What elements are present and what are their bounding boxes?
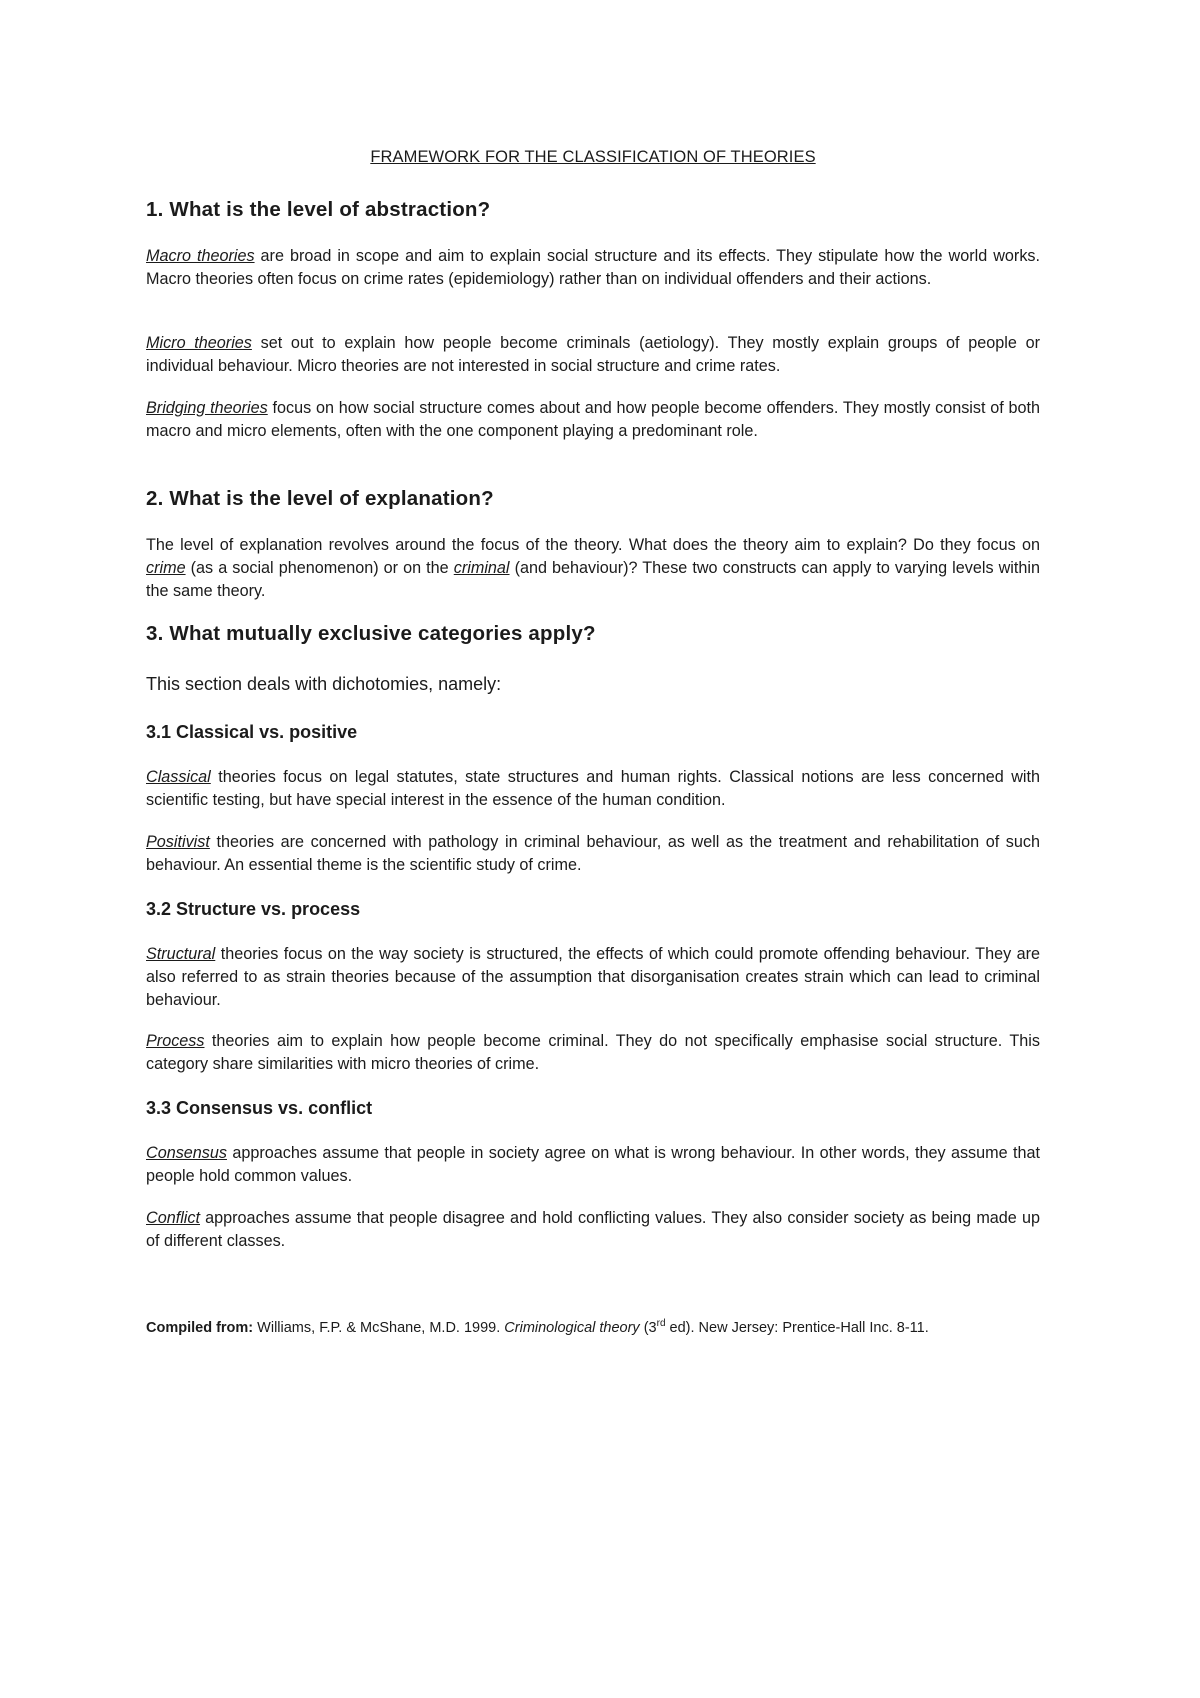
source-publisher: ed). New Jersey: Prentice-Hall Inc. 8-11. [665, 1320, 929, 1336]
process-paragraph [146, 1030, 1040, 1076]
subsection-3-3-heading: 3.3 Consensus vs. conflict [146, 1098, 373, 1118]
classical-paragraph [146, 766, 1040, 812]
conflict-text: approaches assume that people disagree and hold conflicting values. They also consider society as being made up of different classes. [146, 1209, 1040, 1250]
crime-term: crime [146, 559, 186, 577]
bridging-theories-term: Bridging theories [146, 399, 268, 417]
micro-theories-text: set out to explain how people become criminals (aetiology). They mostly explain groups of people or individual behaviour. Micro theories are not interested in social structure and crime rates. [146, 334, 1040, 375]
positivist-term: Positivist [146, 833, 210, 851]
source-edition-sup: rd [656, 1318, 666, 1330]
explanation-text-b: (as a social phenomenon) or on the [185, 559, 454, 577]
document-page [146, 0, 1040, 1698]
source-book-title: Criminological theory [504, 1320, 640, 1336]
macro-theories-paragraph [146, 245, 1040, 291]
conflict-term: Conflict [146, 1209, 200, 1227]
bridging-theories-paragraph [146, 397, 1040, 443]
section-3-lead: This section deals with dichotomies, namely: [146, 674, 502, 694]
consensus-term: Consensus [146, 1144, 227, 1162]
positivist-paragraph [146, 831, 1040, 877]
process-term: Process [146, 1032, 205, 1050]
criminal-term: criminal [453, 559, 510, 577]
section-2-heading: 2. What is the level of explanation? [146, 487, 494, 510]
structural-paragraph [146, 943, 1040, 1012]
bridging-theories-text: focus on how social structure comes about and how people become offenders. They mostly consist of both macro and micro elements, often with the one component playing a predominant role. [146, 399, 1041, 440]
conflict-paragraph [146, 1207, 1040, 1253]
source-edition-pre: (3 [639, 1320, 657, 1336]
classical-text: theories focus on legal statutes, state structures and human rights. Classical notions are less concerned with scientific testing, but have special interest in the essence of the human condition. [146, 768, 1040, 809]
structural-text: theories focus on the way society is structured, the effects of which could promote offending behaviour. They are also referred to as strain theories because of the assumption that disorganisation creates strain which can lead to criminal behaviour. [146, 945, 1040, 1009]
micro-theories-paragraph [146, 332, 1040, 378]
subsection-3-2-heading: 3.2 Structure vs. process [146, 899, 361, 919]
level-of-explanation-paragraph [146, 534, 1040, 603]
subsection-3-1-heading: 3.1 Classical vs. positive [146, 722, 358, 742]
section-3-heading: 3. What mutually exclusive categories apply? [146, 622, 596, 645]
positivist-text: theories are concerned with pathology in criminal behaviour, as well as the treatment and rehabilitation of such behaviour. An essential theme is the scientific study of crime. [146, 833, 1040, 874]
source-citation [146, 1317, 1040, 1339]
document-title: FRAMEWORK FOR THE CLASSIFICATION OF THEORIES [370, 148, 816, 166]
consensus-paragraph [146, 1142, 1040, 1188]
explanation-text-c: (and behaviour)? These two constructs can apply to varying levels within the same theory. [146, 559, 1040, 600]
macro-theories-text: are broad in scope and aim to explain social structure and its effects. They stipulate how the world works. Macro theories often focus on crime rates (epidemiology) rather than on individual offenders and their actions. [146, 247, 1040, 288]
source-authors: Williams, F.P. & McShane, M.D. 1999. [253, 1320, 505, 1336]
micro-theories-term: Micro theories [146, 334, 252, 352]
source-label: Compiled from: [146, 1320, 254, 1336]
section-1-heading: 1. What is the level of abstraction? [146, 198, 491, 221]
consensus-text: approaches assume that people in society agree on what is wrong behaviour. In other words, they assume that people hold common values. [146, 1144, 1040, 1185]
structural-term: Structural [146, 945, 216, 963]
process-text: theories aim to explain how people become criminal. They do not specifically emphasise social structure. This category share similarities with micro theories of crime. [146, 1032, 1040, 1073]
macro-theories-term: Macro theories [146, 247, 255, 265]
explanation-text-a: The level of explanation revolves around the focus of the theory. What does the theory aim to explain? Do they focus on [146, 536, 1040, 554]
classical-term: Classical [146, 768, 211, 786]
